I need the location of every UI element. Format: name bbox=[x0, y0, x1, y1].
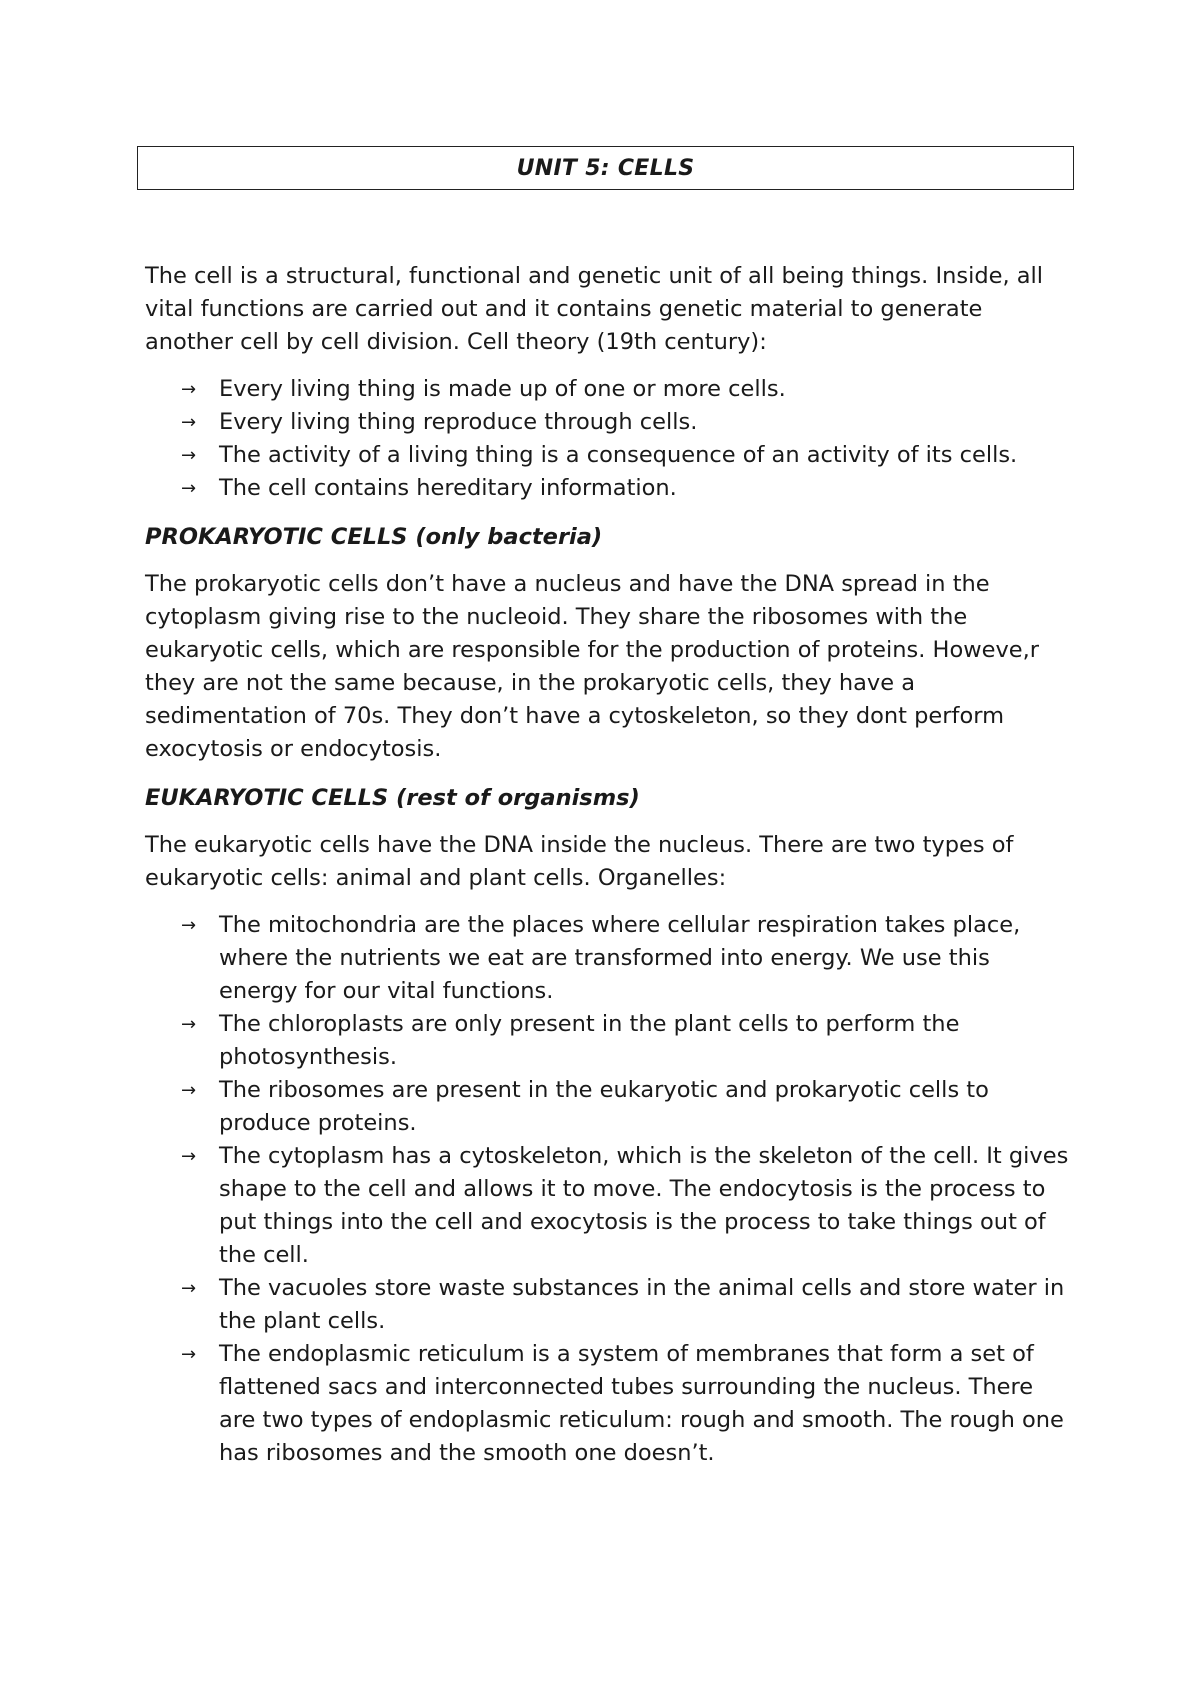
list-item bbox=[145, 1140, 1075, 1272]
right-arrow-icon: → bbox=[181, 1014, 197, 1035]
list-item bbox=[145, 472, 1075, 505]
document-page bbox=[145, 146, 1075, 1470]
list-item-text: The cell contains hereditary information. bbox=[219, 475, 677, 501]
list-item bbox=[145, 1338, 1075, 1470]
page-title: UNIT 5: CELLS bbox=[516, 155, 695, 181]
list-item-text: The vacuoles store waste substances in the animal cells and store water in the plant cells. bbox=[219, 1275, 1065, 1334]
right-arrow-icon: → bbox=[181, 478, 197, 499]
list-item bbox=[145, 1272, 1075, 1338]
list-item-text: Every living thing reproduce through cells. bbox=[219, 409, 698, 435]
right-arrow-icon: → bbox=[181, 445, 197, 466]
list-item-text: The activity of a living thing is a consequence of an activity of its cells. bbox=[219, 442, 1018, 468]
right-arrow-icon: → bbox=[181, 379, 197, 400]
right-arrow-icon: → bbox=[181, 1146, 197, 1167]
list-item bbox=[145, 373, 1075, 406]
eukaryotic-heading: EUKARYOTIC CELLS (rest of organisms) bbox=[145, 785, 640, 811]
right-arrow-icon: → bbox=[181, 1344, 197, 1365]
title-box bbox=[137, 146, 1074, 190]
organelles-list bbox=[145, 909, 1075, 1470]
list-item-text: The chloroplasts are only present in the plant cells to perform the photosynthesis. bbox=[219, 1011, 960, 1070]
intro-paragraph: The cell is a structural, functional and genetic unit of all being things. Inside, all vital functions are carried out and it contains genetic material to generate another cell by cell division. Cell theory (19th century): bbox=[145, 263, 1044, 355]
list-item bbox=[145, 1008, 1075, 1074]
eukaryotic-paragraph: The eukaryotic cells have the DNA inside the nucleus. There are two types of eukaryotic cells: animal and plant cells. Organelles: bbox=[145, 832, 1014, 891]
right-arrow-icon: → bbox=[181, 1278, 197, 1299]
prokaryotic-heading: PROKARYOTIC CELLS (only bacteria) bbox=[145, 524, 603, 550]
list-item bbox=[145, 909, 1075, 1008]
document-body bbox=[145, 260, 1075, 1470]
list-item-text: The ribosomes are present in the eukaryotic and prokaryotic cells to produce proteins. bbox=[219, 1077, 989, 1136]
prokaryotic-paragraph: The prokaryotic cells don’t have a nucleus and have the DNA spread in the cytoplasm giving rise to the nucleoid. They share the ribosomes with the eukaryotic cells, which are responsible for the production of proteins. Howeve,r they are not the same because, in the prokaryotic cells, they have a sedimentation of 70s. They don’t have a cytoskeleton, so they dont perform exocytosis or endocytosis. bbox=[145, 571, 1040, 762]
list-item-text: The mitochondria are the places where cellular respiration takes place, where the nutrients we eat are transformed into energy. We use this energy for our vital functions. bbox=[219, 912, 1021, 1004]
list-item-text: The endoplasmic reticulum is a system of membranes that form a set of flattened sacs and interconnected tubes surrounding the nucleus. There are two types of endoplasmic reticulum: rough and smooth. The rough one has ribosomes and the smooth one doesn’t. bbox=[219, 1341, 1064, 1466]
list-item bbox=[145, 1074, 1075, 1140]
right-arrow-icon: → bbox=[181, 915, 197, 936]
right-arrow-icon: → bbox=[181, 412, 197, 433]
list-item bbox=[145, 406, 1075, 439]
list-item-text: Every living thing is made up of one or more cells. bbox=[219, 376, 786, 402]
list-item bbox=[145, 439, 1075, 472]
list-item-text: The cytoplasm has a cytoskeleton, which is the skeleton of the cell. It gives shape to the cell and allows it to move. The endocytosis is the process to put things into the cell and exocytosis is the process to take things out of the cell. bbox=[219, 1143, 1069, 1268]
right-arrow-icon: → bbox=[181, 1080, 197, 1101]
cell-theory-list bbox=[145, 373, 1075, 505]
